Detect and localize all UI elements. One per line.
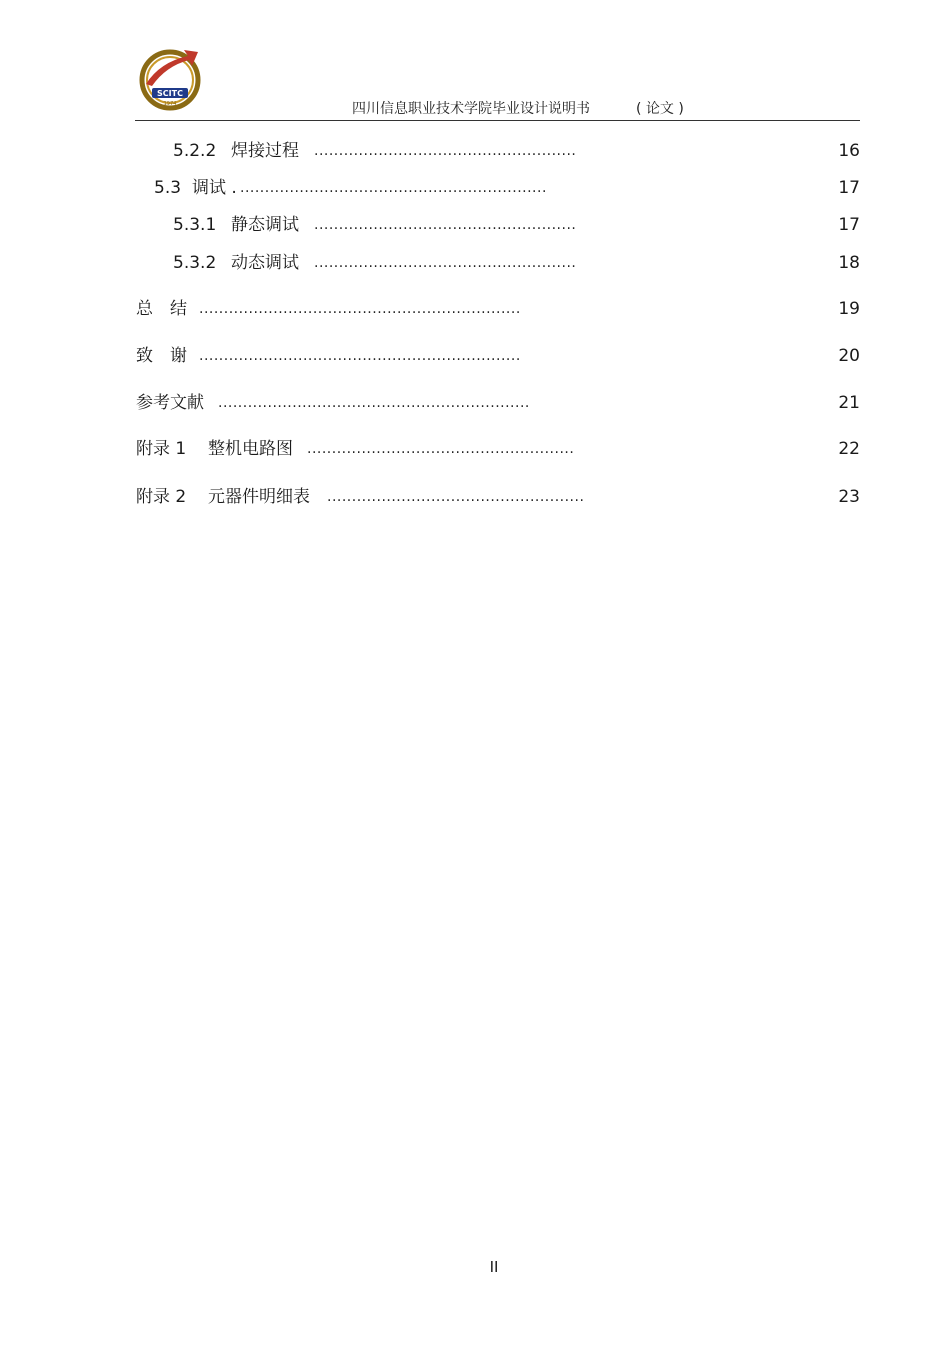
toc-leader-dots: ..................................................... bbox=[314, 255, 577, 271]
toc-leader-dots: ..................................................... bbox=[314, 217, 577, 233]
toc-entry[interactable] bbox=[0, 437, 950, 461]
toc-number: 5.2.2 bbox=[173, 141, 217, 161]
toc-entry[interactable] bbox=[0, 213, 950, 237]
toc-entry[interactable] bbox=[0, 297, 950, 321]
toc-page-number: 18 bbox=[838, 253, 860, 273]
toc-title: 总 结 bbox=[136, 299, 187, 319]
header-title: 四川信息职业技术学院毕业设计说明书 bbox=[352, 101, 590, 117]
toc-entry[interactable] bbox=[0, 485, 950, 509]
toc-page-number: 22 bbox=[838, 439, 860, 459]
toc-page-number: 20 bbox=[838, 346, 860, 366]
toc-title: 致 谢 bbox=[136, 346, 187, 366]
toc-title: 静态调试 bbox=[231, 215, 299, 235]
toc-page-number: 19 bbox=[838, 299, 860, 319]
toc-number: 附录 2 bbox=[136, 487, 187, 507]
toc-title: 参考文献 bbox=[136, 393, 204, 413]
toc-page-number: 17 bbox=[838, 178, 860, 198]
toc-title: 动态调试 bbox=[231, 253, 299, 273]
toc-entry[interactable] bbox=[0, 251, 950, 275]
toc-page-number: 23 bbox=[838, 487, 860, 507]
toc-number: 5.3.1 bbox=[173, 215, 217, 235]
toc-page-number: 16 bbox=[838, 141, 860, 161]
toc-entry[interactable] bbox=[0, 139, 950, 163]
toc-leader-dots: ..................................................... bbox=[314, 143, 577, 159]
toc-leader-dots: ................................................................. bbox=[199, 301, 521, 317]
toc-leader-dots: ...................................................... bbox=[307, 441, 575, 457]
toc-title: 焊接过程 bbox=[231, 141, 299, 161]
header-divider bbox=[135, 120, 860, 121]
toc-number: 5.3.2 bbox=[173, 253, 217, 273]
toc-leader-dots: ................................................................. bbox=[199, 348, 521, 364]
toc-number: 5.3 bbox=[154, 178, 182, 198]
svg-text:1974: 1974 bbox=[163, 101, 177, 107]
toc-title: 整机电路图 bbox=[208, 439, 293, 459]
header-suffix: ( 论文 ) bbox=[636, 101, 684, 117]
toc-title: 调试 . bbox=[192, 178, 237, 198]
svg-text:SCITC: SCITC bbox=[157, 89, 183, 98]
toc-entry[interactable] bbox=[0, 344, 950, 368]
toc-title: 元器件明细表 bbox=[208, 487, 310, 507]
college-logo bbox=[136, 44, 204, 112]
toc-leader-dots: .............................................................. bbox=[240, 180, 547, 196]
toc-entry[interactable] bbox=[0, 391, 950, 415]
toc-entry[interactable] bbox=[0, 176, 950, 200]
toc-leader-dots: ............................................................... bbox=[218, 395, 530, 411]
toc-number: 附录 1 bbox=[136, 439, 187, 459]
page-number: II bbox=[489, 1258, 499, 1276]
toc-page-number: 21 bbox=[838, 393, 860, 413]
toc-leader-dots: .................................................... bbox=[327, 489, 585, 505]
toc-page-number: 17 bbox=[838, 215, 860, 235]
